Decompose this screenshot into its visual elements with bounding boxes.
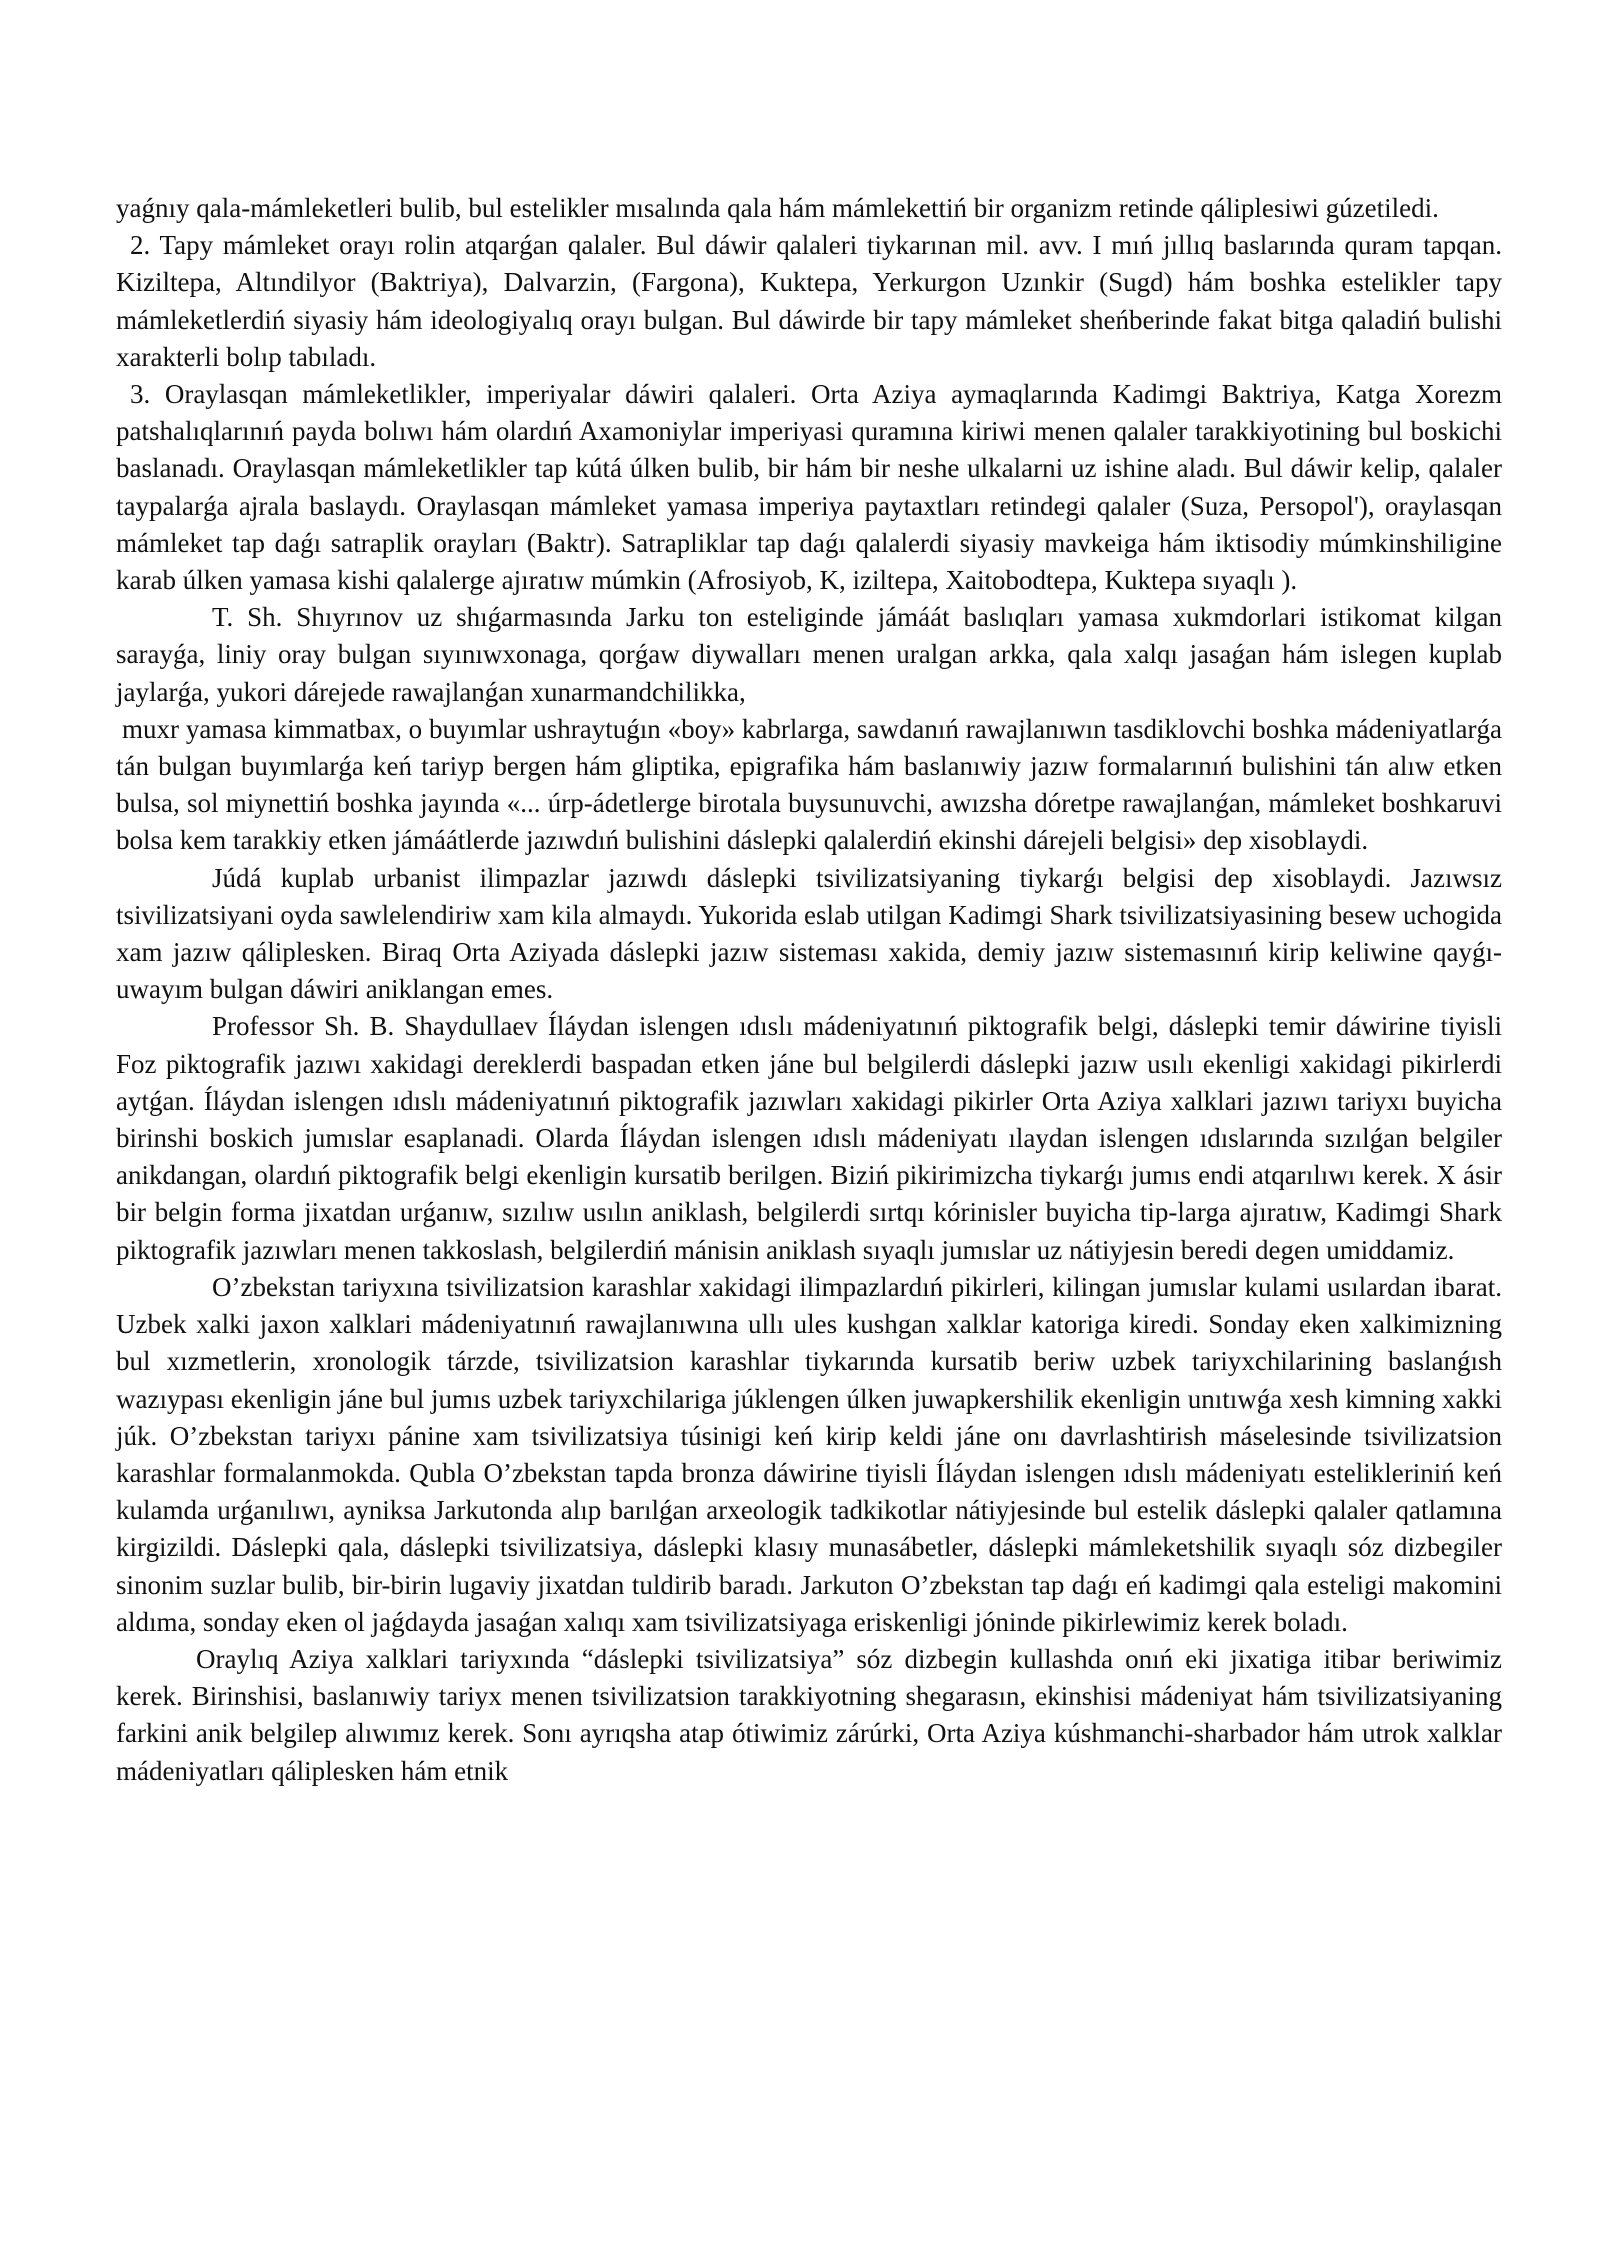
paragraph-6: Júdá kuplab urbanist ilimpazlar jazıwdı dáslepki tsivilizatsiyaning tiykarǵı belgisi dep xisoblaydi. Jazıwsız tsivilizatsiyani oyda sawlelendiriw xam kila almaydı. Yukorida eslab utilgan Kadimgi Shark tsivilizatsiyasining besew uchogida xam jazıw qáliplesken. Biraq Orta Aziyada dáslepki jazıw sisteması xakida, demiy jazıw sistemasınıń kirip keliwine qayǵı-uwayım bulgan dáwiri aniklangan emes.: [116, 862, 1502, 1005]
paragraph-4: T. Sh. Shıyrınov uz shıǵarmasında Jarku ton esteliginde jámáát baslıqları yamasa xukmdorlari istikomat kilgan sarayǵa, liniy oray bulgan sıyınıwxonaga, qorǵaw diywalları menen uralgan arkka, qala xalqı jasaǵan hám islegen kuplab jaylarǵa, yukori dárejede rawajlanǵan xunarmandchilikka,: [116, 602, 1502, 707]
paragraph-1: yaǵnıy qala-mámleketleri bulib, bul estelikler mısalında qala hám mámlekettiń bir organizm retinde qáliplesiwi gúzetiledi.: [116, 193, 1439, 223]
document-page: [116, 190, 1502, 1790]
paragraph-8: O’zbekstan tariyxına tsivilizatsion karashlar xakidagi ilimpazlardıń pikirleri, kilingan jumıslar kulami usılardan ibarat. Uzbek xalki jaxon xalklari mádeniyatınıń rawajlanıwına ullı ules kushgan xalklar katoriga kiredi. Sonday eken xalkimizning bul xızmetlerin, xronologik tárzde, tsivilizatsion karashlar tiykarında kursatib beriw uzbek tariyxchilarining baslanǵısh wazıypası ekenligin jáne bul jumıs uzbek tariyxchilariga júklengen úlken juwapkershilik ekenligin unıtıwǵa xesh kimning xakki júk. O’zbekstan tariyxı pánine xam tsivilizatsiya túsinigi keń kirip keldi jáne onı davrlashtirish máselesinde tsivilizatsion karashlar formalanmokda. Qubla O’zbekstan tapda bronza dáwirine tiyisli Íláydan islengen ıdıslı mádeniyatı estelikleriniń keń kulamda urǵanılıwı, ayniksa Jarkutonda alıp barılǵan arxeologik tadkikotlar nátiyjesinde bul estelik dáslepki qalaler qatlamına kirgizildi. Dáslepki qala, dáslepki tsivilizatsiya, dáslepki klasıy munasábetler, dáslepki mámleketshilik sıyaqlı sóz dizbegiler sinonim suzlar bulib, bir-birin lugaviy jixatdan tuldirib baradı. Jarkuton O’zbekstan tap daǵı eń kadimgi qala esteligi makomini aldıma, sonday eken ol jaǵdayda jasaǵan xalıqı xam tsivilizatsiyaga eriskenligi jóninde pikirlewimiz kerek boladı.: [116, 1271, 1502, 1637]
paragraph-5: muxr yamasa kimmatbax, o buyımlar ushraytuǵın «boy» kabrlarga, sawdanıń rawajlanıwın tasdiklovchi boshka mádeniyatlarǵa tán bulgan buyımlarǵa keń tariyp bergen hám gliptika, epigrafika hám baslanıwiy jazıw formalarınıń bulishini tán alıw etken bulsa, sol miynettiń boshka jayında «... úrp-ádetlerge birotala buysunuvchi, awızsha dóretpe rawajlanǵan, mámleket boshkaruvi bolsa kem tarakkiy etken jámáátlerde jazıwdıń bulishini dáslepki qalalerdiń ekinshi dárejeli belgisi» dep xisoblaydi.: [116, 713, 1502, 856]
paragraph-7: Professor Sh. B. Shaydullaev Íláydan islengen ıdıslı mádeniyatınıń piktografik belgi, dáslepki temir dáwirine tiyisli Foz piktografik jazıwı xakidagi dereklerdi baspadan etken jáne bul belgilerdi dáslepki jazıw usılı ekenligi xakidagi pikirlerdi aytǵan. Íláydan islengen ıdıslı mádeniyatınıń piktografik jazıwları xakidagi pikirler Orta Aziya xalklari jazıwı tariyxı buyicha birinshi boskich jumıslar esaplanadi. Olarda Íláydan islengen ıdıslı mádeniyatı ılaydan islengen ıdıslarında sızılǵan belgiler anikdangan, olardıń piktografik belgi ekenligin kursatib berilgen. Biziń pikirimizcha tiykarǵı jumıs endi atqarılıwı kerek. X ásir bir belgin forma jixatdan urǵanıw, sızılıw usılın aniklash, belgilerdi sırtqı kórinisler buyicha tip-larga ajıratıw, Kadimgi Shark piktografik jazıwları menen takkoslash, belgilerdiń mánisin aniklash sıyaqlı jumıslar uz nátiyjesin beredi degen umiddamiz.: [116, 1011, 1502, 1265]
paragraph-9: Oraylıq Aziya xalklari tariyxında “dáslepki tsivilizatsiya” sóz dizbegin kullashda onıń eki jixatiga itibar beriwimiz kerek. Birinshisi, baslanıwiy tariyx menen tsivilizatsion tarakkiyotning shegarasın, ekinshisi mádeniyat hám tsivilizatsiyaning farkini anik belgilep alıwımız kerek. Sonı ayrıqsha atap ótiwimiz zárúrki, Orta Aziya kúshmanchi-sharbador hám utrok xalklar mádeniyatları qáliplesken hám etnik: [116, 1643, 1502, 1786]
paragraph-3-numbered: 3. Oraylasqan mámleketlikler, imperiyalar dáwiri qalaleri. Orta Aziya aymaqlarında Kadimgi Baktriya, Katga Xorezm patshalıqlarınıń payda bolıwı hám olardıń Axamoniylar imperiyasi quramına kiriwi menen qalaler tarakkiyotining bul boskichi baslanadı. Oraylasqan mámleketlikler tap kútá úlken bulib, bir hám bir neshe ulkalarni uz ishine aladı. Bul dáwir kelip, qalaler taypalarǵa ajrala baslaydı. Oraylasqan mámleket yamasa imperiya paytaxtları retindegi qalaler (Suza, Persopol'), oraylasqan mámleket tap daǵı satraplik orayları (Baktr). Satrapliklar tap daǵı qalalerdi siyasiy mavkeiga hám iktisodiy múmkinshiligine karab úlken yamasa kishi qalalerge ajıratıw múmkin (Afrosiyob, K, iziltepa, Xaitobodtepa, Kuktepa sıyaqlı ).: [116, 379, 1502, 596]
paragraph-2-numbered: 2. Tapy mámleket orayı rolin atqarǵan qalaler. Bul dáwir qalaleri tiykarınan mil. avv. I mıń jıllıq baslarında quram tapqan. Kiziltepa, Altındilyor (Baktriya), Dalvarzin, (Fargona), Kuktepa, Yerkurgon Uzınkir (Sugd) hám boshka estelikler tapy mámleketlerdiń siyasiy hám ideologiyalıq orayı bulgan. Bul dáwirde bir tapy mámleket sheńberinde fakat bitga qaladiń bulishi xarakterli bolıp tabıladı.: [116, 230, 1502, 372]
